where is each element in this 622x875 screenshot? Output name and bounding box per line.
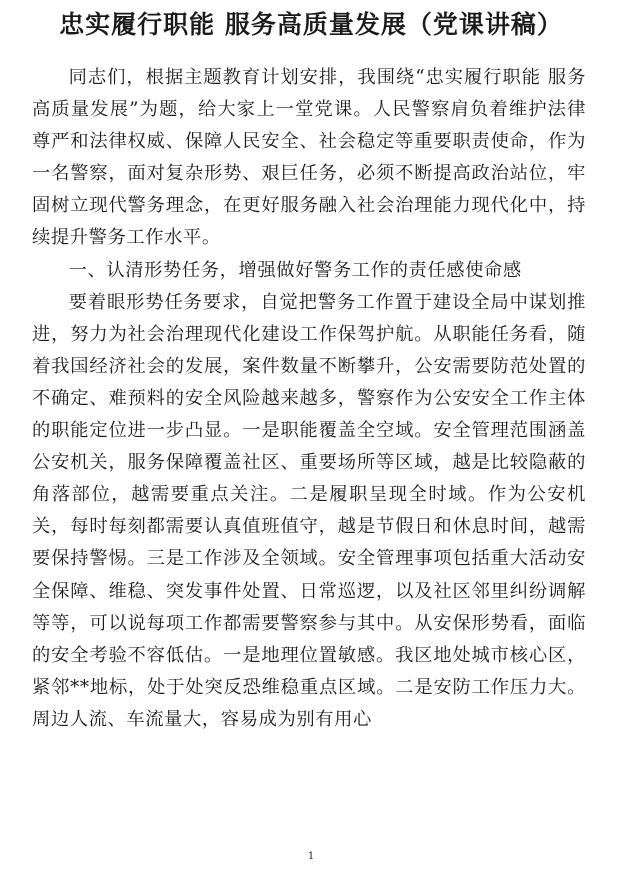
intro-paragraph: 同志们，根据主题教育计划安排，我围绕“忠实履行职能 服务高质量发展”为题，给大家上一堂党课。人民警察肩负着维护法律尊严和法律权威、保障人民安全、社会稳定等重要职责使命，作为一名警察，面对复杂形势、艰巨任务，必须不断提高政治站位，牢固树立现代警务理念，在更好服务融入社会治理能力现代化中，持续提升警务工作水平。 (32, 67, 586, 249)
document-title: 忠实履行职能 服务高质量发展（党课讲稿） (59, 10, 563, 39)
page-number: 1 (307, 851, 315, 862)
document-body (32, 62, 586, 736)
section-heading: 一、认清形势任务，增强做好警务工作的责任感使命感 (68, 259, 522, 281)
body-paragraph: 要着眼形势任务要求，自觉把警务工作置于建设全局中谋划推进，努力为社会治理现代化建设工作保驾护航。从职能任务看，随着我国经济社会的发展，案件数量不断攀升，公安需要防范处置的不确定、难预料的安全风险越来越多，警察作为公安安全工作主体的职能定位进一步凸显。一是职能覆盖全空域。安全管理范围涵盖公安机关，服务保障覆盖社区、重要场所等区域，越是比较隐蔽的角落部位，越需要重点关注。二是履职呈现全时域。作为公安机关，每时每刻都需要认真值班值守，越是节假日和休息时间，越需要保持警惕。三是工作涉及全领域。安全管理事项包括重大活动安全保障、维稳、突发事件处置、日常巡逻，以及社区邻里纠纷调解等等，可以说每项工作都需要警察参与其中。从安保形势看，面临的安全考验不容低估。一是地理位置敏感。我区地处城市核心区，紧邻**地标，处于处突反恐维稳重点区域。二是安防工作压力大。周边人流、车流量大，容易成为别有用心 (32, 291, 586, 730)
